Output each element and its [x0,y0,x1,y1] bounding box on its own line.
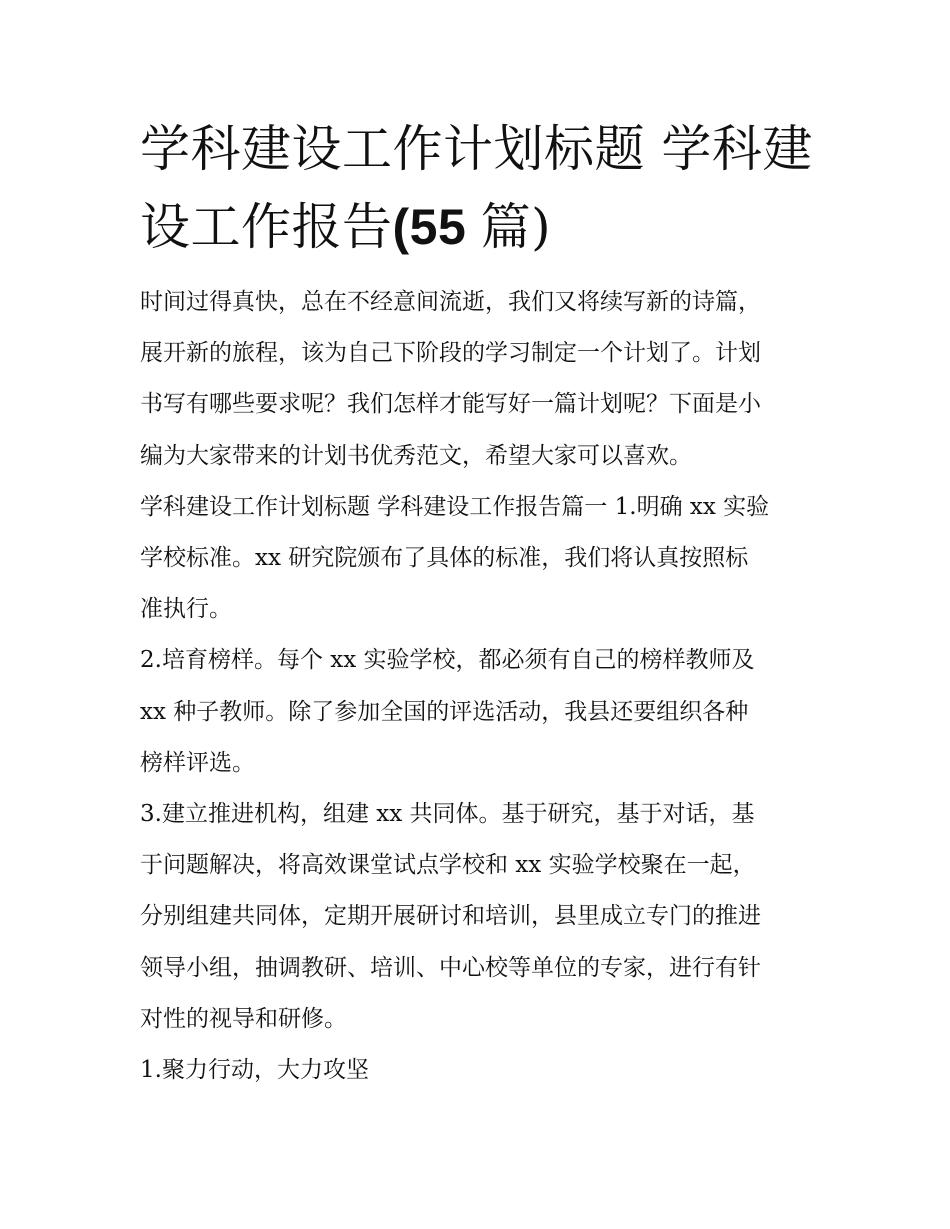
paragraph-intro [140,277,820,482]
title-line-2-text: 设工作报告 [140,198,393,256]
text-line: 书写有哪些要求呢？我们怎样才能写好一篇计划呢？下面是小 [140,391,761,418]
text-line: 3.建立推进机构，组建 xx 共同体。基于研究，基于对话，基 [140,801,755,828]
document-title [140,110,820,266]
text-line: 准执行。 [140,596,232,623]
text-line: 学校标准。xx 研究院颁布了具体的标准，我们将认真按照标 [140,545,749,572]
text-line: 展开新的旅程，该为自己下阶段的学习制定一个计划了。计划 [140,340,761,367]
text-line: 时间过得真快，总在不经意间流逝，我们又将续写新的诗篇， [140,289,761,315]
text-line: 编为大家带来的计划书优秀范文，希望大家可以喜欢。 [140,442,692,469]
paragraph-section-1 [140,482,820,636]
title-line-2 [140,188,820,266]
text-line: 1.聚力行动，大力攻坚 [140,1057,369,1084]
text-line: xx 种子教师。除了参加全国的评选活动，我县还要组织各种 [140,698,749,725]
title-line-2-tail: 篇) [480,198,552,256]
text-line: 于问题解决，将高效课堂试点学校和 xx 实验学校聚在一起， [140,852,756,879]
paragraph-item-3 [140,789,820,1045]
text-line: 分别组建共同体，定期开展研讨和培训，县里成立专门的推进 [140,903,761,930]
text-line: 领导小组，抽调教研、培训、中心校等单位的专家，进行有针 [140,954,761,981]
title-count: (55 [392,199,481,255]
document-body [140,277,820,1096]
paragraph-item-2 [140,635,820,789]
text-line: 2.培育榜样。每个 xx 实验学校，都必须有自己的榜样教师及 [140,647,755,674]
paragraph-heading-action [140,1045,820,1096]
text-line: 榜样评选。 [140,749,255,776]
text-line: 学科建设工作计划标题 学科建设工作报告篇一 1.明确 xx 实验 [140,493,770,520]
text-line: 对性的视导和研修。 [140,1005,347,1032]
title-line-1: 学科建设工作计划标题 学科建 [140,120,813,178]
